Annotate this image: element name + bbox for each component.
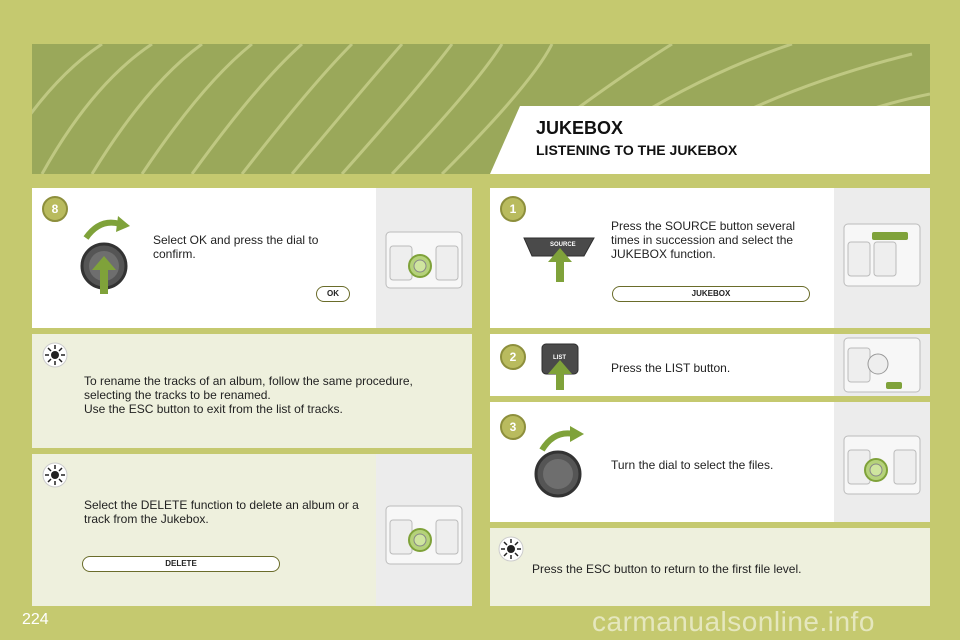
source-button-label: SOURCE [550,242,576,248]
tip-1-line-2: Use the ESC button to exit from the list of tracks. [84,402,343,416]
tip-1-line-1: To rename the tracks of an album, follow the same procedure, selecting the tracks to be renamed. [84,374,413,402]
list-button-label: LIST [553,355,566,361]
radio-panel-icon [834,334,930,396]
rotate-arrow-icon [528,424,598,504]
watermark: carmanualsonline.info [592,606,875,637]
page-subtitle: LISTENING TO THE JUKEBOX [536,142,738,158]
step-2-badge: 2 [500,344,526,370]
delete-pill: DELETE [82,556,280,572]
radio-panel-icon [834,402,930,522]
tip-2-device-image [376,454,472,606]
page-number: 224 [22,611,49,628]
step-3-text: Turn the dial to select the files. [611,458,774,472]
step-8-device-image [376,188,472,328]
radio-panel-icon [834,188,930,328]
tip-2-text: Select the DELETE function to delete an album or a track from the Jukebox. [84,498,359,526]
push-arrow-icon [538,340,582,394]
step-3-device-image [834,402,930,522]
step-1-badge: 1 [500,196,526,222]
radio-panel-icon [376,188,472,328]
control-dial-icon [70,214,140,304]
tip-3-text: Press the ESC button to return to the first file level. [532,562,802,576]
radio-panel-icon [376,454,472,606]
step-2-device-image [834,334,930,396]
page-title: JUKEBOX [536,118,624,138]
step-2-text: Press the LIST button. [611,361,731,375]
jukebox-pill: JUKEBOX [612,286,810,302]
sun-tip-icon [42,462,68,488]
sun-tip-icon [42,342,68,368]
step-8-text: Select OK and press the dial to confirm. [153,233,319,261]
step-1-text: Press the SOURCE button several times in succession and select the JUKEBOX function. [611,219,796,261]
step-1-device-image [834,188,930,328]
title-box [490,106,930,174]
step-8-badge: 8 [42,196,68,222]
ok-pill: OK [316,286,350,302]
tip-1-text [84,374,454,416]
push-arrow-icon [520,232,600,292]
sun-tip-icon [498,536,524,562]
step-3-badge: 3 [500,414,526,440]
